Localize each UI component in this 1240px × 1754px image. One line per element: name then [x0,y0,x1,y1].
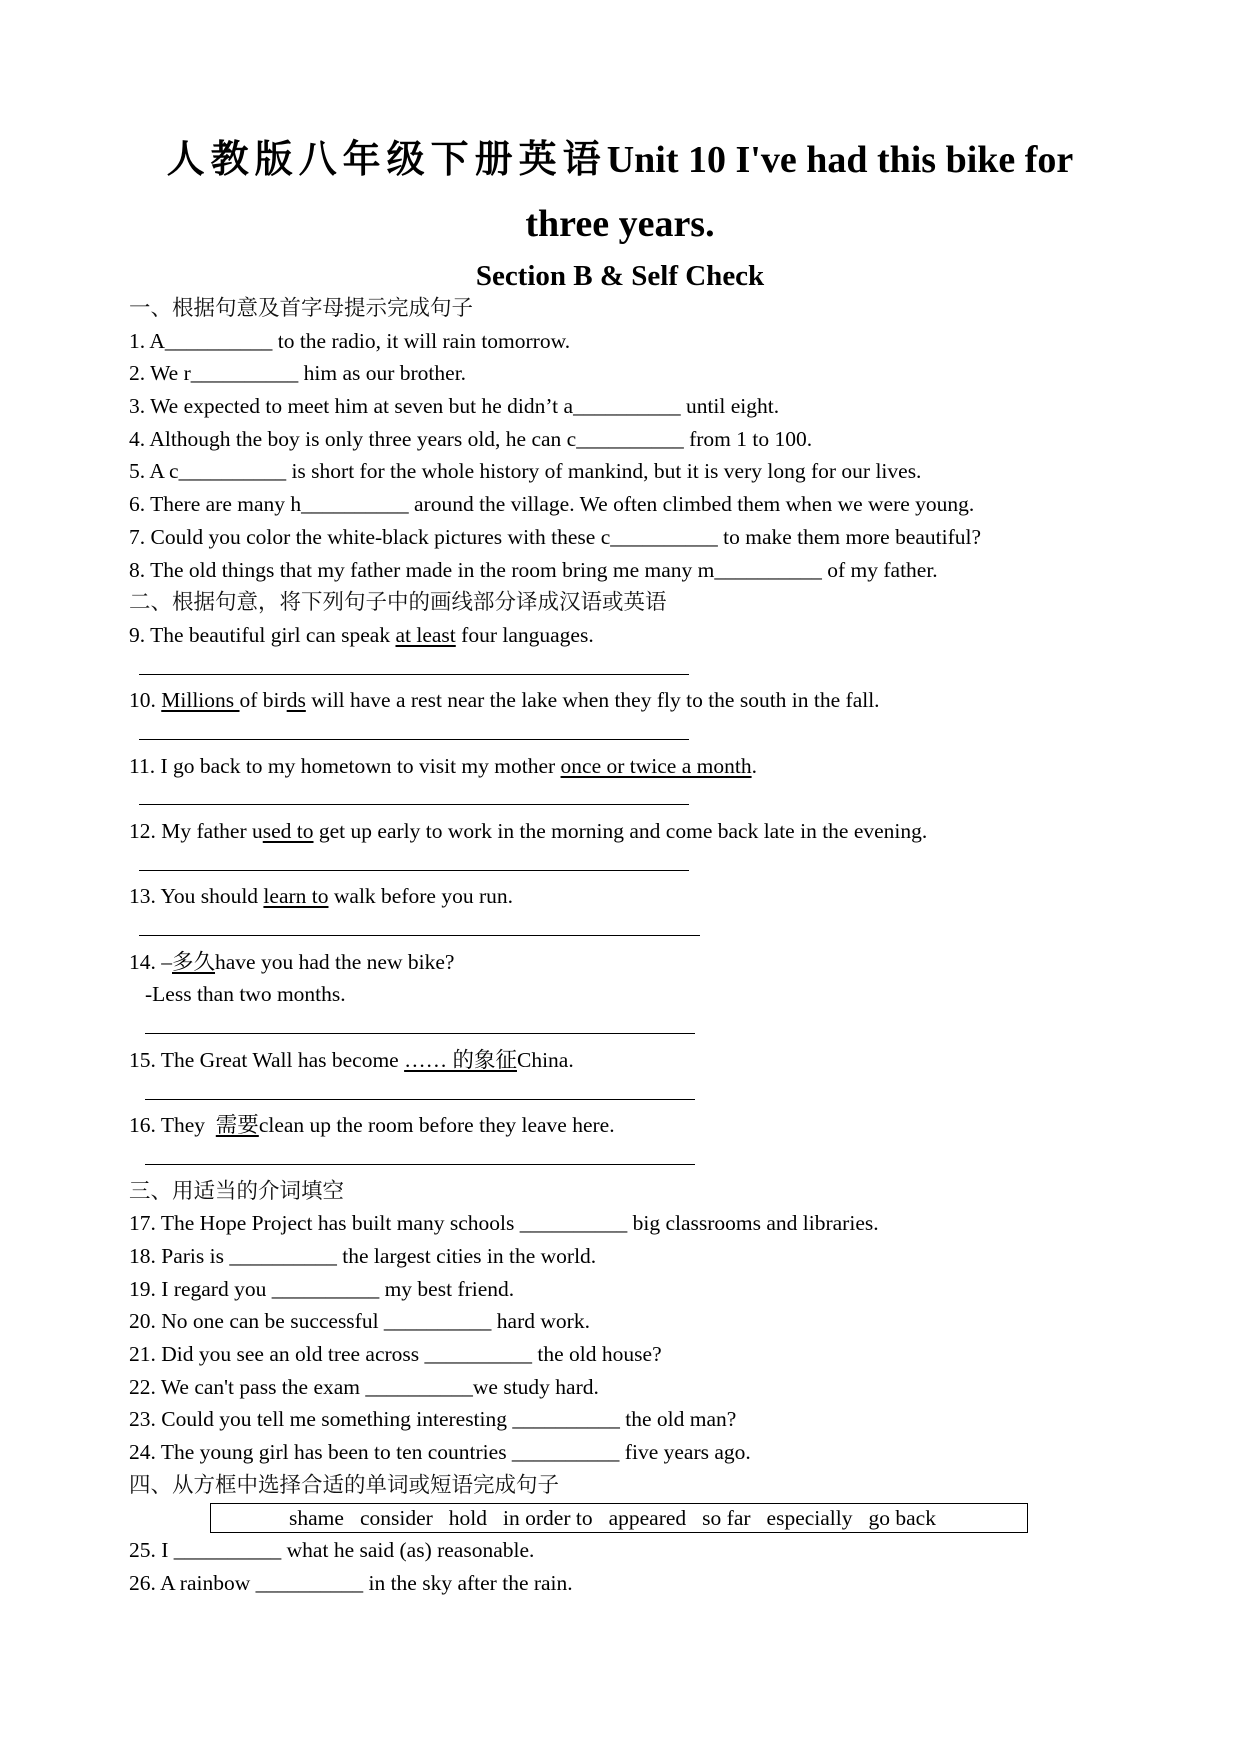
word-option: appeared [608,1505,687,1530]
question-13: 13. You should learn to walk before you run. [129,884,513,909]
answer-line-13[interactable] [129,913,1129,946]
question-4: 4. Although the boy is only three years old, he can c__________ from 1 to 100. [129,426,813,451]
question-6: 6. There are many h__________ around the village. We often climbed them when we were young. [129,492,975,517]
underlined-phrase: 多久 [172,949,216,974]
question-18: 18. Paris is __________ the largest cities in the world. [129,1243,597,1268]
question-3: 3. We expected to meet him at seven but he didn’t a__________ until eight. [129,394,780,419]
question-2: 2. We r__________ him as our brother. [129,361,467,386]
word-option: so far [702,1505,751,1530]
question-7: 7. Could you color the white-black pictures with these c__________ to make them more beautiful? [129,524,982,549]
underlined-phrase: at least [395,622,456,647]
section-subtitle: Section B & Self Check [475,260,765,292]
question-8: 8. The old things that my father made in the room bring me many m__________ of my father. [129,557,938,582]
worksheet-content [129,292,1129,1600]
question-17: 17. The Hope Project has built many schools __________ big classrooms and libraries. [129,1211,879,1236]
word-option: consider [359,1505,433,1530]
question-15: 15. The Great Wall has become …… 的象征China. [129,1047,574,1072]
word-option: shame [289,1505,344,1530]
word-box-row [129,1501,1129,1534]
question-11: 11. I go back to my hometown to visit my mother once or twice a month. [129,753,757,778]
question-23: 23. Could you tell me something interesting __________ the old man? [129,1407,737,1432]
answer-line-16[interactable] [129,1142,1129,1175]
underlined-phrase: once or twice a month [560,753,752,778]
underlined-phrase: …… 的象征 [404,1047,517,1072]
word-box [210,1503,1028,1533]
answer-line-12[interactable] [129,848,1129,881]
question-14-reply: -Less than two months. [145,982,346,1007]
document-title [130,128,1110,256]
section-heading-2: 二、根据句意，将下列句子中的画线部分译成汉语或英语 [129,590,667,615]
title-chinese: 人教版八年级下册英语 [166,139,607,181]
section-heading-4: 四、从方框中选择合适的单词或短语完成句子 [129,1472,560,1497]
section-heading-1: 一、根据句意及首字母提示完成句子 [129,296,474,320]
underlined-phrase: sed to [262,819,314,843]
underlined-phrase: ds [286,688,306,713]
title-english-part1: Unit 10 I've had this bike for [606,139,1074,181]
answer-line-15[interactable] [129,1077,1129,1110]
question-19: 19. I regard you __________ my best friend. [129,1276,515,1301]
question-14: 14. –多久have you had the new bike? [129,949,455,974]
word-option: in order to [503,1505,593,1530]
question-25: 25. I __________ what he said (as) reasonable. [129,1538,535,1563]
question-24: 24. The young girl has been to ten countries __________ five years ago. [129,1440,751,1465]
question-20: 20. No one can be successful __________ hard work. [129,1309,590,1334]
title-english-part2: three years. [525,203,715,245]
question-5: 5. A c__________ is short for the whole history of mankind, but it is very long for our lives. [129,459,922,484]
word-option: especially [766,1505,853,1530]
underlined-phrase: learn to [263,884,329,909]
question-21: 21. Did you see an old tree across __________ the old house? [129,1342,662,1366]
word-option: hold [448,1505,488,1530]
question-1: 1. A__________ to the radio, it will rain tomorrow. [129,328,571,353]
question-9: 9. The beautiful girl can speak at least four languages. [129,622,594,647]
underlined-phrase: Millions [161,688,240,713]
question-26: 26. A rainbow __________ in the sky after the rain. [129,1570,573,1595]
section-heading-3: 三、用适当的介词填空 [129,1178,345,1203]
word-option: go back [868,1505,936,1530]
question-12: 12. My father used to get up early to work in the morning and come back late in the evening. [129,819,928,843]
answer-line-11[interactable] [129,782,1129,815]
question-16: 16. They 需要clean up the room before they leave here. [129,1113,615,1138]
question-10: 10. Millions of birds will have a rest near the lake when they fly to the south in the fall. [129,688,880,713]
underlined-phrase: 需要 [215,1113,259,1138]
answer-line-10[interactable] [129,717,1129,750]
answer-line-14[interactable] [129,1011,1129,1044]
question-22: 22. We can't pass the exam __________we study hard. [129,1374,599,1399]
answer-line-9[interactable] [129,652,1129,685]
